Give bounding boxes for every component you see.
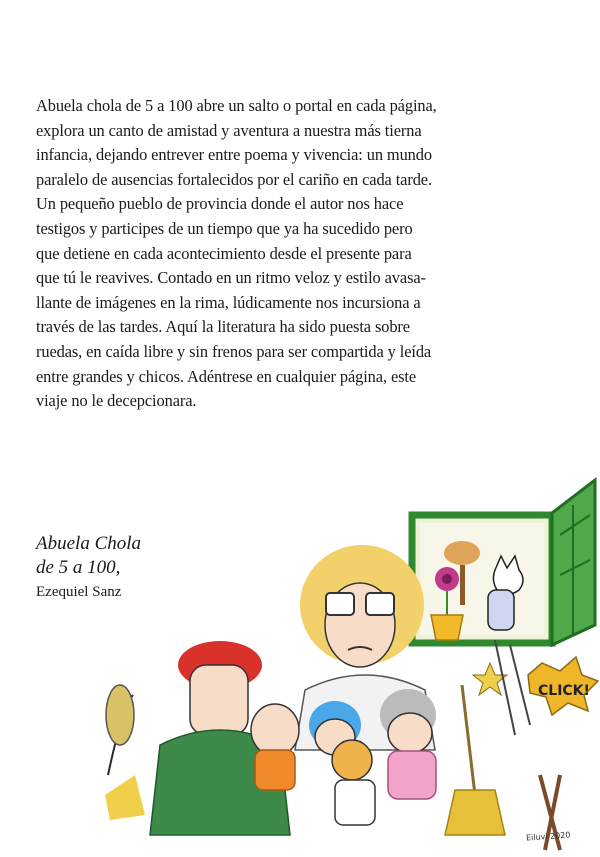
blurb-line: explora un canto de amistad y aventura a nuestra más tierna: [36, 120, 422, 140]
blurb-line: paralelo de ausencias fortalecidos por el cariño en cada tarde.: [36, 169, 432, 189]
blurb-line: Abuela chola de 5 a 100 abre un salto o portal en cada página,: [36, 96, 437, 115]
window-drawing: [412, 480, 595, 645]
book-title-line-2: de 5 a 100,: [36, 557, 121, 578]
blurb-line: llante de imágenes en la rima, lúdicamente nos incursiona a: [36, 292, 421, 312]
click-text: CLICK!: [538, 683, 590, 699]
blurb-line: viaje no le decepcionara.: [36, 391, 197, 411]
blurb-line: través de las tardes. Aquí la literatura ha sido puesta sobre: [36, 317, 410, 337]
back-cover-blurb: [36, 94, 566, 414]
book-author: Ezequiel Sanz: [36, 584, 122, 600]
family-drawing-illustration: [90, 475, 600, 857]
blurb-line: ruedas, en caída libre y sin frenos para ser compartida y leída: [36, 341, 432, 361]
blurb-line: testigos y participes de un tiempo que ya ha sucedido pero: [36, 218, 413, 238]
blurb-line: que tú le reavives. Contado en un ritmo veloz y estilo avasa-: [36, 268, 426, 288]
blurb-line: Un pequeño pueblo de provincia donde el autor nos hace: [36, 194, 404, 214]
book-title-line-1: Abuela Chola: [36, 533, 142, 554]
blurb-line: infancia, dejando entrever entre poema y vivencia: un mundo: [36, 145, 432, 165]
artist-signature: Eiluvi 2020: [525, 830, 571, 843]
blurb-line: que detiene en cada acontecimiento desde el presente para: [36, 243, 412, 263]
blurb-line: entre grandes y chicos. Adéntrese en cualquier página, este: [36, 366, 417, 386]
